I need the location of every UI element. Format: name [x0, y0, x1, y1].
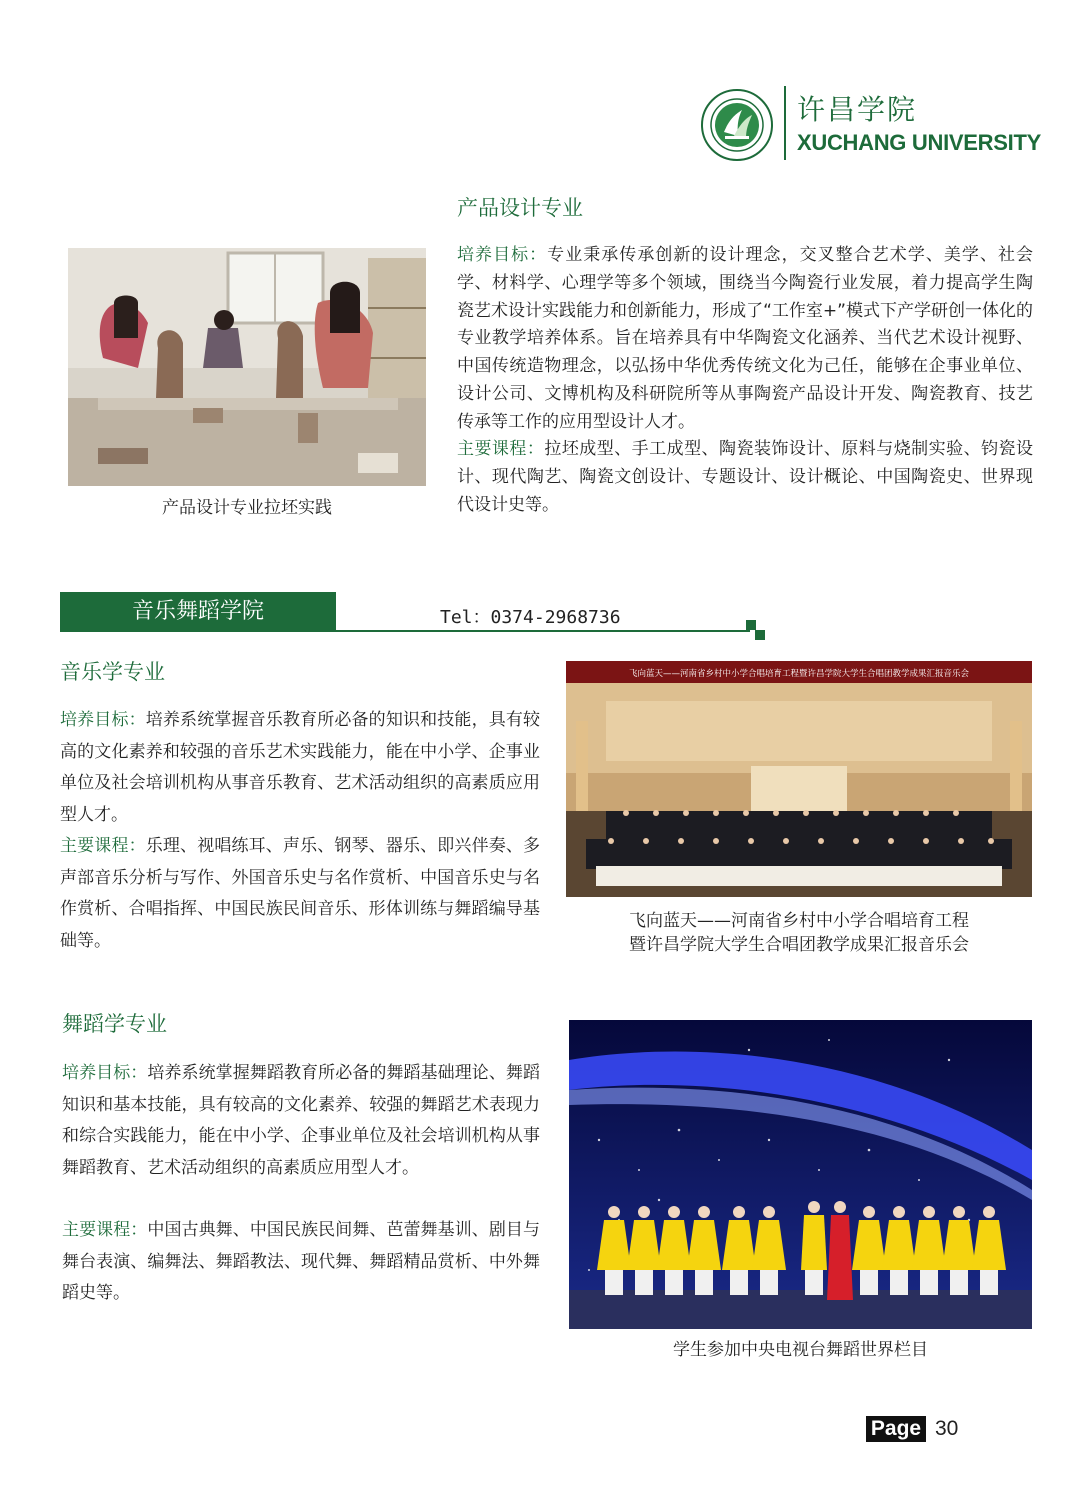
logo-divider: [784, 86, 786, 160]
college-banner: 音乐舞蹈学院: [60, 592, 336, 632]
goal-label: 培养目标：: [62, 1063, 148, 1083]
page-label-badge: Page: [866, 1416, 926, 1442]
product-design-title: 产品设计专业: [457, 196, 583, 220]
course-text: 拉坯成型、手工成型、陶瓷装饰设计、原料与烧制实验、钧瓷设计、现代陶艺、陶瓷文创设计、专题设计、设计概论、中国陶瓷史、世界现代设计史等。: [457, 439, 1033, 515]
university-name-en: XUCHANG UNIVERSITY: [797, 130, 1041, 155]
pottery-photo-caption: 产品设计专业拉坯实践: [162, 498, 332, 518]
university-emblem-icon: [700, 88, 774, 162]
goal-label: 培养目标：: [457, 245, 548, 265]
caption-line: 暨许昌学院大学生合唱团教学成果汇报音乐会: [629, 935, 969, 955]
college-telephone: Tel：0374-2968736: [440, 607, 621, 628]
product-design-courses: [457, 436, 1033, 519]
pottery-class-photo: [68, 248, 426, 486]
course-label: 主要课程：: [457, 439, 545, 459]
dance-photo-caption: 学生参加中央电视台舞蹈世界栏目: [673, 1340, 928, 1360]
goal-text: 培养系统掌握舞蹈教育所必备的舞蹈基础理论、舞蹈知识和基本技能，具有较高的文化素养、较强的舞蹈艺术表现力和综合实践能力，能在中小学、企事业单位及社会培训机构从事舞蹈教育、艺术活动组织的高素质应用型人才。: [62, 1063, 541, 1178]
caption-line: 飞向蓝天——河南省乡村中小学合唱培育工程: [629, 911, 969, 931]
choir-photo-caption: [566, 909, 1032, 957]
dance-courses: [62, 1215, 540, 1310]
banner-rule: [60, 630, 750, 632]
musicology-title: 音乐学专业: [60, 660, 165, 684]
banner-square-decoration: [755, 630, 765, 640]
course-label: 主要课程：: [62, 1220, 148, 1240]
choir-concert-photo: [566, 661, 1032, 897]
product-design-goal: [457, 242, 1033, 437]
goal-text: 专业秉承传承创新的设计理念，交叉整合艺术学、美学、社会学、材料学、心理学等多个领域，围绕当今陶瓷行业发展，着力提高学生陶瓷艺术设计实践能力和创新能力，形成了“工作室+”模式下产学研创一体化的专业教学培养体系。旨在培养具有中华陶瓷文化涵养、当代艺术设计视野、中国传统造物理念，以弘扬中华优秀传统文化为己任，能够在企事业单位、设计公司、文博机构及科研院所等从事陶瓷产品设计开发、陶瓷教育、技艺传承等工作的应用型设计人才。: [457, 245, 1034, 432]
banner-square-decoration: [746, 620, 756, 630]
goal-label: 培养目标：: [60, 710, 146, 730]
concert-stage-banner-text: 飞向蓝天——河南省乡村中小学合唱培育工程暨许昌学院大学生合唱团教学成果汇报音乐会: [628, 669, 970, 679]
dance-goal: [62, 1058, 540, 1184]
course-label: 主要课程：: [60, 836, 146, 856]
dance-title: 舞蹈学专业: [62, 1012, 167, 1036]
course-text: 中国古典舞、中国民族民间舞、芭蕾舞基训、剧目与舞台表演、编舞法、舞蹈教法、现代舞、舞蹈精品赏析、中外舞蹈史等。: [62, 1220, 541, 1303]
course-text: 乐理、视唱练耳、声乐、钢琴、器乐、即兴伴奏、多声部音乐分析与写作、外国音乐史与名作赏析、中国音乐史与名作赏析、合唱指挥、中国民族民间音乐、形体训练与舞蹈编导基础等。: [60, 836, 541, 951]
university-name-cn: 许昌学院: [797, 93, 918, 126]
musicology-courses: [60, 831, 540, 957]
university-logo: [700, 86, 1040, 166]
page-number: 30: [935, 1417, 959, 1440]
dance-performance-photo: [569, 1020, 1032, 1329]
musicology-goal: [60, 705, 540, 831]
goal-text: 培养系统掌握音乐教育所必备的知识和技能，具有较高的文化素养和较强的音乐艺术实践能力，能在中小学、企事业单位及社会培训机构从事音乐教育、艺术活动组织的高素质应用型人才。: [60, 710, 541, 825]
